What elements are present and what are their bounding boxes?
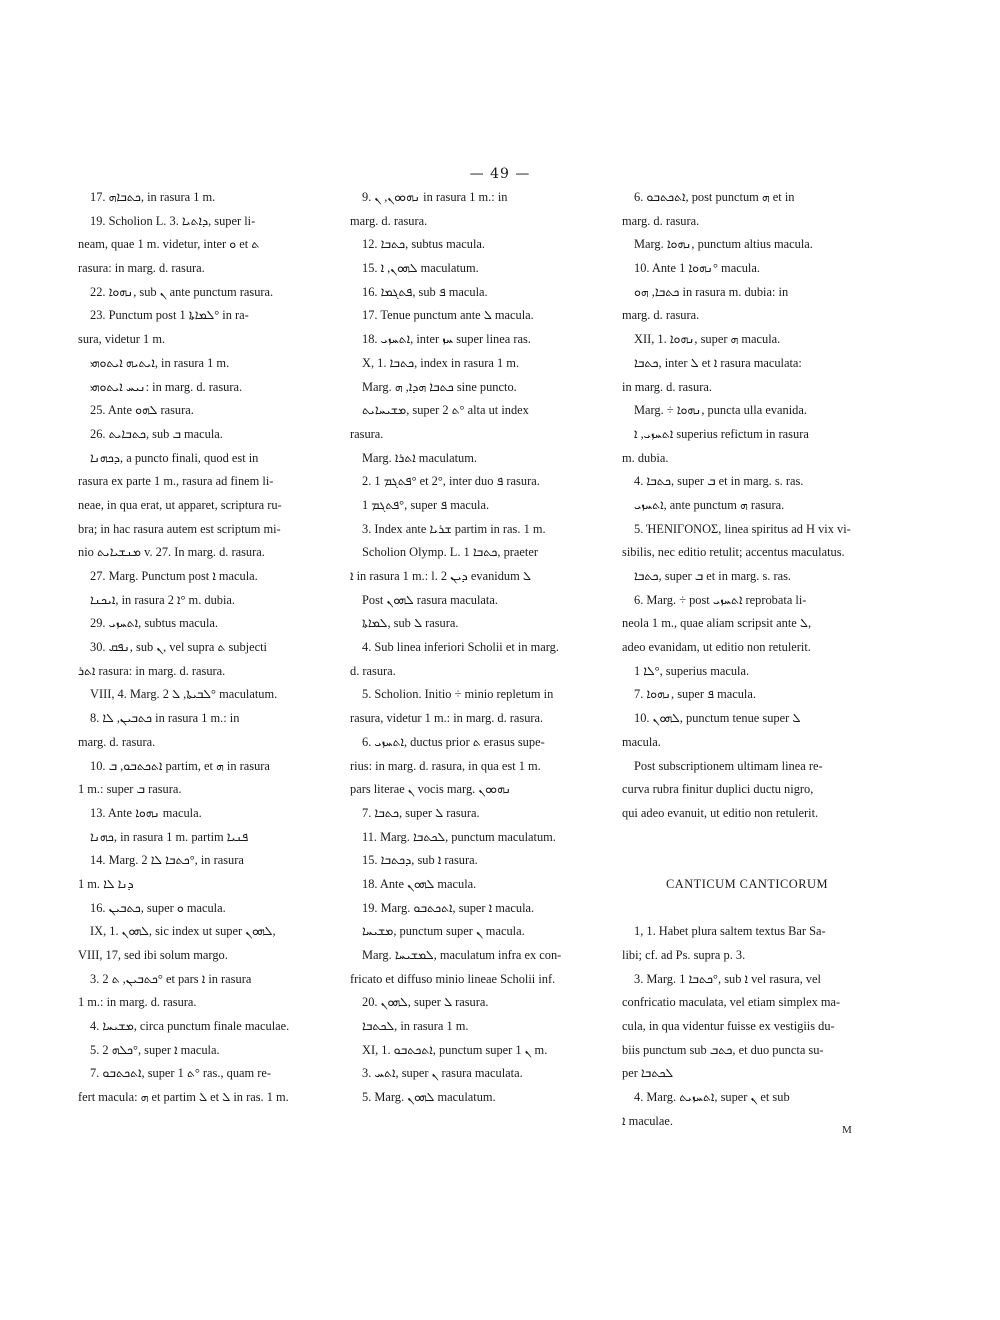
text-line: rasura: in marg. d. rasura. <box>78 261 205 276</box>
text-line: curva rubra finitur duplici ductu nigro, <box>622 782 814 797</box>
text-line: 1 m. ܕܢܐ ܠܐ <box>78 876 134 891</box>
text-line: 15. ܠܗܘܢ, ܐ maculatum. <box>362 261 479 276</box>
text-line: ܠܟܬܒܐ, in rasura 1 m. <box>362 1019 469 1034</box>
text-line: 23. Punctum post ܠܡܐܬܐ 1° in ra- <box>90 308 249 323</box>
text-line <box>622 849 872 873</box>
text-line: fricato et diffuso minio lineae Scholii inf. <box>350 971 556 986</box>
text-line: 27. Marg. Punctum post ܐ macula. <box>90 569 258 583</box>
text-line: ܦܬܓܡ 1°, super ܦ macula. <box>362 497 490 512</box>
text-line <box>622 826 872 850</box>
text-line: libi; cf. ad Ps. supra p. 3. <box>622 948 746 962</box>
text-line: per ܠܟܬܒܐ <box>622 1066 674 1081</box>
text-line: 16. ܦܬܓܡܐ, sub ܦ macula. <box>362 284 488 299</box>
text-line: 4. ܟܬܒܐ, super ܒ et in marg. s. ras. <box>634 474 804 489</box>
text-line: 19. Scholion L. 3. ܕܐܬܝܐ, super li- <box>90 213 256 228</box>
text-line: 4. Marg. ܐܬܚܙܝܬ, super ܢ et sub <box>634 1090 790 1105</box>
text-line: rasura. <box>350 426 384 441</box>
text-line: 11. Marg. ܠܟܬܒܐ, punctum maculatum. <box>362 829 556 844</box>
text-line: ܡܫܝܚܐܝܬ, super ܬ 2° alta ut index <box>362 403 529 418</box>
text-line: 7. ܐܬܟܬܒܘ, super ܬ 1° ras., quam re- <box>90 1066 272 1081</box>
text-line: 5. Scholion. Initio ÷ minio repletum in <box>362 687 554 702</box>
text-line: 5. ΉΕΝΙΓΟΝΟΣ, linea spiritus ad H vix vi- <box>634 521 851 536</box>
text-line: 26. ܟܬܒܐܝܬ, sub ܒ macula. <box>90 426 223 441</box>
text-line: 16. ܟܬܒܝܢ, super ܘ macula. <box>90 900 226 915</box>
text-line: Marg. ܢܗܘܐ, punctum altius macula. <box>634 237 813 252</box>
text-line: Marg. ܠܡܫܝܚܐ, maculatum infra ex con- <box>362 948 562 962</box>
text-line: 6. Marg. ÷ post ܐܬܚܙܝ reprobata li- <box>634 592 807 607</box>
text-line: ܕܟܗܢܐ, a puncto finali, quod est in <box>90 450 259 465</box>
text-line: VIII, 4. Marg. ܠܒܝܬܐ, ܠ 2° maculatum. <box>90 687 278 702</box>
text-line: 3. ܟܬܒܝܢ, ܬ 2° et pars ܐ in rasura <box>90 971 252 986</box>
text-line: 13. Ante ܢܗܘܐ macula. <box>90 805 202 820</box>
text-line: 7. ܟܬܒܐ, super ܠ rasura. <box>362 805 480 820</box>
text-line: ܟܬܒܐ, inter ܠ et ܐ rasura maculata: <box>634 355 802 370</box>
text-line: Marg. ÷ ܢܗܘܐ, puncta ulla evanida. <box>634 403 807 418</box>
text-line: Marg. ܟܬܒܐ ܗܕܐ, ܗ sine puncto. <box>362 379 517 394</box>
text-line: VIII, 17, sed ibi solum margo. <box>78 948 228 962</box>
text-line: sura, videtur 1 m. <box>78 332 166 347</box>
text-line: 17. ܟܬܒܐܗ, in rasura 1 m. <box>90 190 216 204</box>
text-line: 10. Ante ܢܗܘܐ 1° macula. <box>634 261 760 276</box>
text-line: 3. ܐܬܚ, super ܢ rasura maculata. <box>362 1066 523 1081</box>
text-line: 1 m.: in marg. d. rasura. <box>78 995 197 1010</box>
text-line: X, 1. ܟܬܒܐ, index in rasura 1 m. <box>362 355 520 370</box>
text-line: m. dubia. <box>622 450 669 465</box>
text-line: 3. Index ante ܫܪܝܐ partim in ras. 1 m. <box>362 521 546 536</box>
text-line: 4. Sub linea inferiori Scholii et in marg. <box>362 640 559 655</box>
text-line: 1, 1. Habet plura saltem textus Bar Sa- <box>634 924 826 939</box>
text-line: 29. ܐܬܚܙܝ, subtus macula. <box>90 616 219 631</box>
text-line: 3. Marg. ܟܬܒܐ 1°, sub ܐ vel rasura, vel <box>634 971 821 986</box>
text-line: ܐܝܟܢܐ, in rasura ܐ 2° m. dubia. <box>90 592 236 607</box>
text-line: confricatio maculata, vel etiam simplex ma- <box>622 995 841 1010</box>
text-line: 9. ܢܗܘܘܢ, ܢ in rasura 1 m.: in <box>362 190 508 204</box>
text-line: 25. Ante ܠܗܘ rasura. <box>90 403 194 418</box>
text-line: cula, in qua videntur fuisse ex vestigiis du- <box>622 1019 835 1034</box>
text-line <box>622 897 872 921</box>
text-line: pars literae ܢ vocis marg. ܢܗܘܘܢ <box>350 782 512 797</box>
text-line: 22. ܢܗܘܐ, sub ܢ ante punctum rasura. <box>90 284 274 299</box>
text-line: 10. ܐܬܟܬܒܘ, ܒ partim, et ܗ in rasura <box>90 758 270 773</box>
text-line: ܟܬܒܐ, ܗܘ in rasura m. dubia: in <box>634 284 789 299</box>
text-line: marg. d. rasura. <box>350 213 428 228</box>
text-line: Marg. ܐܬܪܐ maculatum. <box>362 450 477 465</box>
text-line: neola 1 m., quae aliam scripsit ante ܠ, <box>622 616 812 631</box>
text-line: ܠܡܐܬܐ, sub ܠ rasura. <box>362 616 459 631</box>
middle-column <box>350 186 598 1110</box>
text-line: ܐܬܪ rasura: in marg. d. rasura. <box>78 663 226 678</box>
text-line: 30. ܢܦܩ, sub ܢ, vel supra ܬ subjecti <box>90 640 267 655</box>
page-number: — 49 — <box>469 166 531 182</box>
text-line: 14. Marg. ܟܬܒܐ ܠܐ 2°, in rasura <box>90 853 244 868</box>
text-line: XII, 1. ܢܗܘܐ, super ܗ macula. <box>634 332 781 347</box>
text-line: 15. ܕܟܬܒܐ, sub ܐ rasura. <box>362 853 478 868</box>
text-line: ܟܗܢܐ, in rasura 1 m. partim ܦܢܝܐ <box>90 829 249 844</box>
text-line: Post ܠܗܘܢ rasura maculata. <box>362 592 498 607</box>
text-line: marg. d. rasura. <box>622 213 700 228</box>
text-line: 2. ܦܬܓܡ 1° et 2°, inter duo ܦ rasura. <box>362 474 540 489</box>
text-line: 1 m.: super ܒ rasura. <box>78 782 182 797</box>
text-line: bra; in hac rasura autem est scriptum mi- <box>78 521 281 536</box>
text-line: ܐܬܚܙܝ, ante punctum ܗ rasura. <box>634 497 785 512</box>
text-line: neam, quae 1 m. videtur, inter ܘ et ܬ <box>78 237 260 252</box>
left-column <box>78 186 330 1110</box>
section-heading: CANTICUM CANTICORUM <box>666 876 828 891</box>
text-line: ܢܝܚ ܐܝܬܘܗܝ: in marg. d. rasura. <box>90 379 243 394</box>
text-line: ܐ in rasura 1 m.: l. 2 ܕܝܢ evanidum ܠ <box>350 569 531 583</box>
text-line: rius: in marg. d. rasura, in qua est 1 m. <box>350 758 541 773</box>
text-line: d. rasura. <box>350 663 396 678</box>
text-line: nio ܡܢܫܝܐܝܬ v. 27. In marg. d. rasura. <box>78 545 265 560</box>
text-line: 17. Tenue punctum ante ܠ macula. <box>362 308 534 323</box>
text-line: biis punctum sub ܟܬܒ, et duo puncta su- <box>622 1042 824 1057</box>
text-line: 8. ܟܬܒܝܢ, ܠܐ in rasura 1 m.: in <box>90 711 240 726</box>
text-line: fert macula: ܗ et partim ܠ et ܠ in ras. 1 m. <box>78 1090 289 1105</box>
text-line: 19. Marg. ܐܬܟܬܒܘ, super ܐ macula. <box>362 900 535 915</box>
text-line: Scholion Olymp. L. 1 ܟܬܒܐ, praeter <box>362 545 538 560</box>
text-line: marg. d. rasura. <box>622 308 700 323</box>
text-line: ܠܐ 1°, superius macula. <box>634 663 750 678</box>
text-line: IX, 1. ܠܗܘܢ, sic index ut super ܠܗܘܢ, <box>90 924 276 939</box>
text-line: ܐܝܬܝܗ ܐܝܬܘܗܝ, in rasura 1 m. <box>90 355 230 370</box>
text-line: 12. ܟܬܒܐ, subtus macula. <box>362 237 485 252</box>
text-line: neae, in qua erat, ut apparet, scriptura ru- <box>78 497 282 512</box>
text-line: 18. ܐܬܚܙܝ, inter ܚܙ super linea ras. <box>362 332 531 347</box>
text-line: XI, 1. ܐܬܟܬܒܘ, punctum super ܢ 1 m. <box>362 1042 548 1057</box>
text-line: adeo evanidam, ut editio non retulerit. <box>622 640 811 655</box>
text-line: 20. ܠܗܘܢ, super ܠ rasura. <box>362 995 489 1010</box>
text-line: ܟܬܒܐ, super ܒ et in marg. s. ras. <box>634 569 792 583</box>
text-line: sibilis, nec editio retulit; accentus maculatus. <box>622 545 845 560</box>
text-line: ܐܬܚܙܝ, ܐ superius refictum in rasura <box>634 426 809 441</box>
text-line: 10. ܠܗܘܢ, punctum tenue super ܠ <box>634 711 801 726</box>
text-line: rasura, videtur 1 m.: in marg. d. rasura. <box>350 711 544 726</box>
text-line: Post subscriptionem ultimam linea re- <box>634 758 823 773</box>
text-line: rasura ex parte 1 m., rasura ad finem li- <box>78 474 274 489</box>
text-line: 6. ܐܬܟܬܒܘ, post punctum ܗ et in <box>634 190 795 204</box>
text-line: 18. Ante ܠܗܘܢ macula. <box>362 876 477 891</box>
right-column <box>622 186 872 1134</box>
signature-mark: M <box>842 1124 852 1136</box>
text-line: 6. ܐܬܚܙܝ, ductus prior ܬ erasus supe- <box>362 734 545 749</box>
text-line: 7. ܢܗܘܐ, super ܦ macula. <box>634 687 756 702</box>
text-line: macula. <box>622 734 661 749</box>
text-line: ܡܫܝܚܐ, punctum super ܢ macula. <box>362 924 525 939</box>
text-line: 5. ܟܠܗ 2°, super ܐ macula. <box>90 1042 220 1057</box>
text-line: 5. Marg. ܠܗܘܢ maculatum. <box>362 1090 496 1105</box>
text-line: in marg. d. rasura. <box>622 379 712 394</box>
text-line: 4. ܡܫܝܚܐ, circa punctum finale maculae. <box>90 1019 290 1034</box>
text-line: ܐ maculae. <box>622 1113 673 1128</box>
text-line: qui adeo evanuit, ut editio non retulerit. <box>622 805 819 820</box>
text-line: marg. d. rasura. <box>78 734 156 749</box>
